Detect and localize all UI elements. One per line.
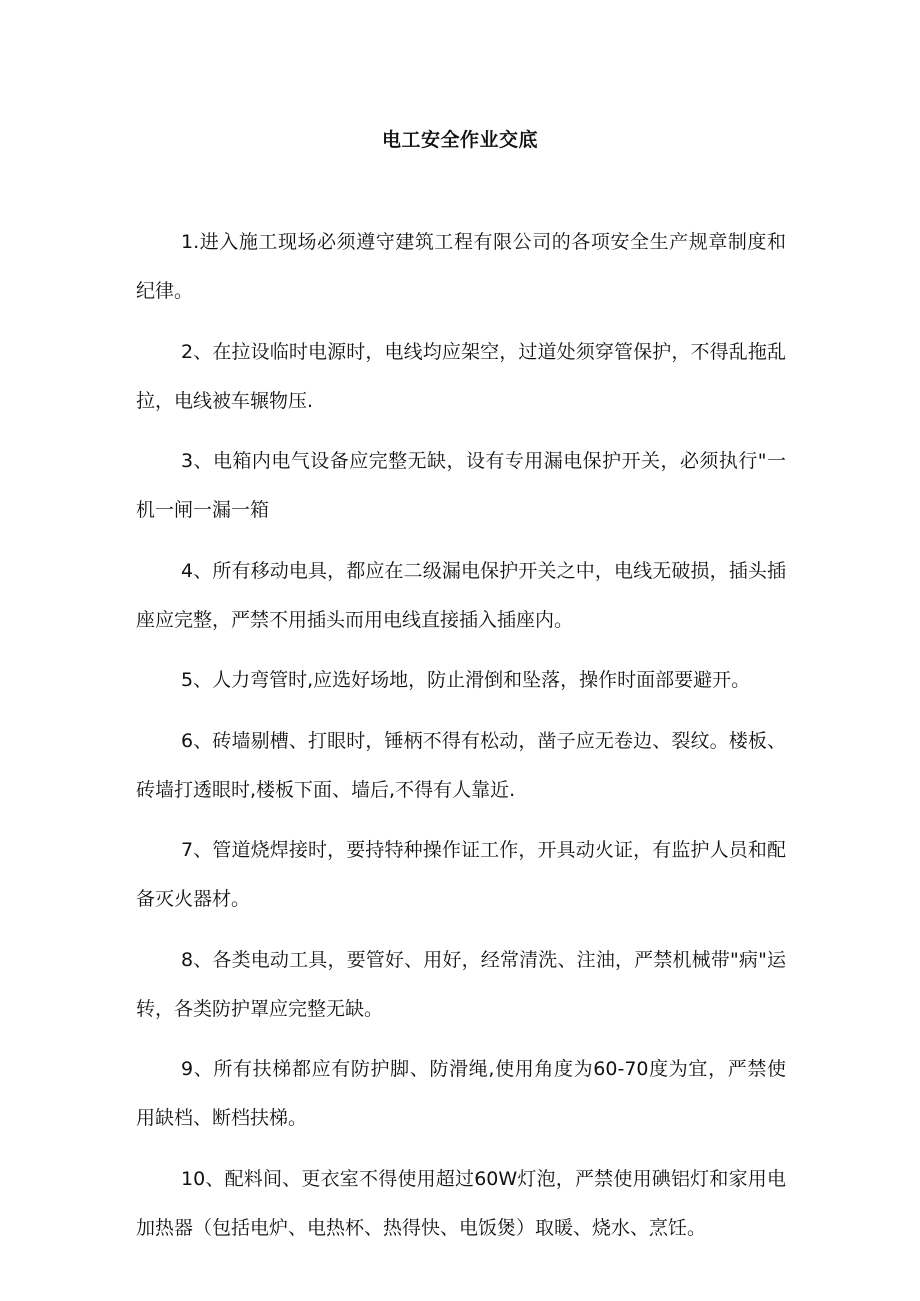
clause-item: 2、在拉设临时电源时，电线均应架空，过道处须穿管保护，不得乱拖乱拉，电线被车辗物压. xyxy=(136,340,786,412)
clause-item: 8、各类电动工具，要管好、用好，经常清洗、注油，严禁机械带"病"运转，各类防护罩应完整无缺。 xyxy=(136,948,786,1020)
clause-item: 6、砖墙剔槽、打眼时，锤柄不得有松动，凿子应无卷边、裂纹。楼板、砖墙打透眼时,楼板下面、墙后,不得有人靠近. xyxy=(136,729,786,801)
clause-item: 3、电箱内电气设备应完整无缺，设有专用漏电保护开关，必须执行"一机一闸一漏一箱 xyxy=(136,450,786,521)
clause-item: 9、所有扶梯都应有防护脚、防滑绳,使用角度为60-70度为宜，严禁使用缺档、断档扶梯。 xyxy=(136,1058,786,1129)
document-title: 电工安全作业交底 xyxy=(381,129,538,151)
clause-item: 7、管道烧焊接时，要持特种操作证工作，开具动火证，有监护人员和配备灭火器材。 xyxy=(136,839,786,910)
clause-item: 10、配料间、更衣室不得使用超过60W灯泡，严禁使用碘铝灯和家用电加热器（包括电炉、电热杯、热得快、电饭煲）取暖、烧水、烹饪。 xyxy=(136,1167,786,1239)
clause-list xyxy=(136,218,786,1264)
clause-item: 4、所有移动电具，都应在二级漏电保护开关之中，电线无破损，插头插座应完整，严禁不用插头而用电线直接插入插座内。 xyxy=(136,559,786,631)
clause-item: 1.进入施工现场必须遵守建筑工程有限公司的各项安全生产规章制度和纪律。 xyxy=(136,231,786,302)
clause-item: 5、人力弯管时,应选好场地，防止滑倒和坠落，操作时面部要避开。 xyxy=(181,669,751,691)
